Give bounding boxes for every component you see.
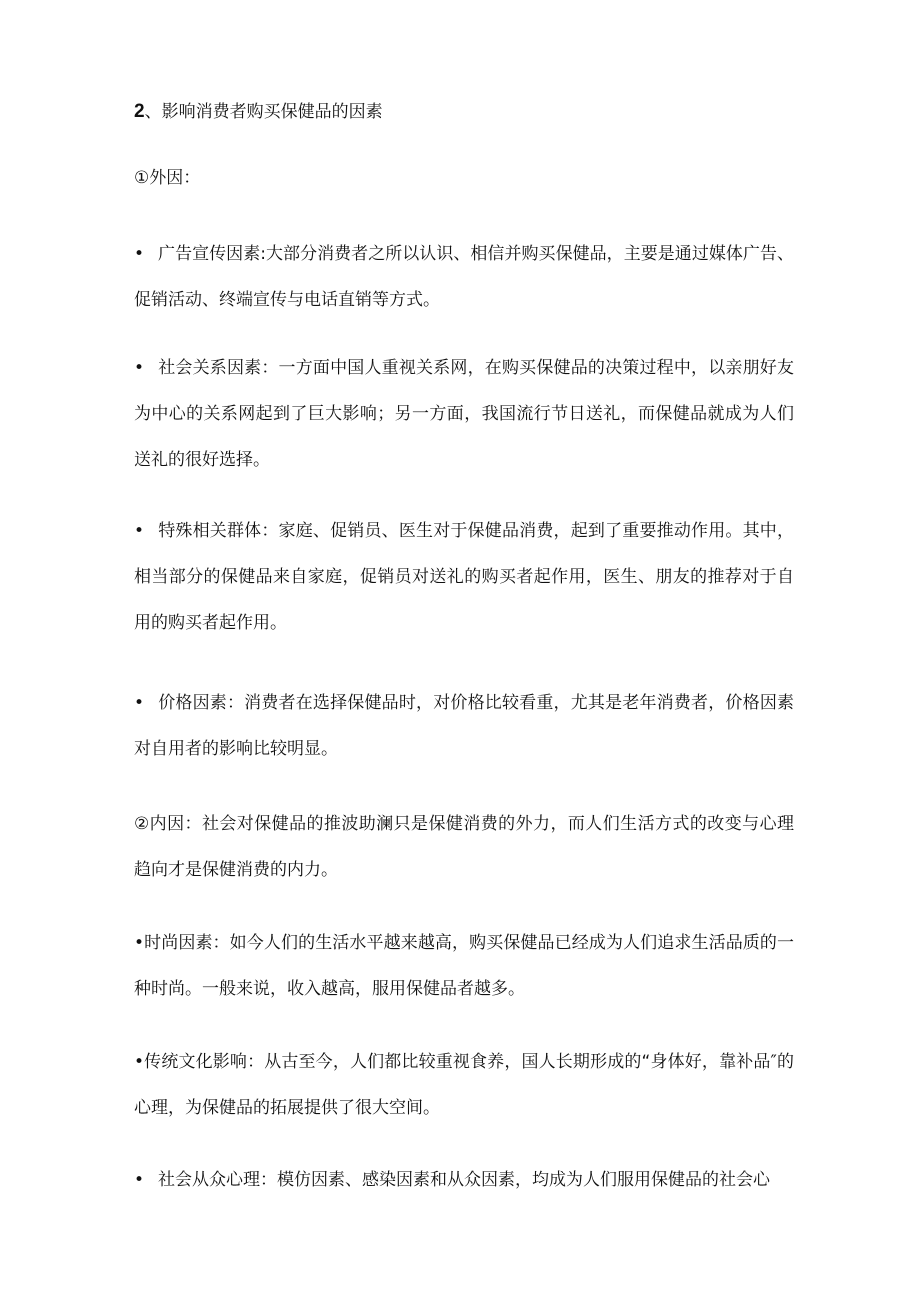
bullet-symbol: •: [134, 521, 145, 541]
item-text: 大部分消费者之所以认识、相信并购买保健品，主要是通过媒体广告、促销活动、终端宣传与电话直销等方式。: [134, 244, 794, 310]
bullet-symbol: •: [134, 1052, 145, 1072]
item-label: 传统文化影响：: [144, 1052, 265, 1072]
item-text: 模仿因素、感染因素和从众因素，均成为人们服用保健品的社会心: [277, 1170, 770, 1190]
item-label: 价格因素：: [158, 693, 245, 713]
paragraph-internal: ②内因：社会对保健品的推波助澜只是保健消费的外力，而人们生活方式的改变与心理趋向才是保健消费的内力。: [134, 814, 794, 880]
paragraph-conformity: [134, 1157, 794, 1203]
bullet-symbol: •: [134, 693, 145, 713]
paragraph-advertising: [134, 231, 794, 323]
section-heading: [134, 97, 383, 127]
item-text: 如今人们的生活水平越来越高，购买保健品已经成为人们追求生活品质的一种时尚。一般来说，收入越高，服用保健品者越多。: [134, 933, 795, 999]
bullet-symbol: •: [134, 358, 145, 378]
bullet-symbol: •: [134, 933, 145, 953]
paragraph-price: [134, 680, 794, 772]
item-label: 广告宣传因素:: [158, 244, 266, 264]
item-text: 家庭、促销员、医生对于保健品消费，起到了重要推动作用。其中，相当部分的保健品来自家庭，促销员对送礼的购买者起作用，医生、朋友的推荐对于自用的购买者起作用。: [134, 521, 795, 633]
item-text: 从古至今，人们都比较重视食养，国人长期形成的“身体好，靠补品″的心理，为保健品的拓展提供了很大空间。: [134, 1052, 795, 1118]
paragraph-special-groups: [134, 508, 794, 646]
paragraph-social-relations: [134, 345, 794, 483]
item-text: 一方面中国人重视关系网，在购买保健品的决策过程中，以亲朋好友为中心的关系网起到了巨大影响；另一方面，我国流行节日送礼，而保健品就成为人们送礼的很好选择。: [134, 358, 795, 470]
item-label: 社会关系因素：: [158, 358, 279, 378]
item-text: 消费者在选择保健品时，对价格比较看重，尤其是老年消费者，价格因素对自用者的影响比较明显。: [134, 693, 795, 759]
section-external-title: ①外因：: [134, 168, 201, 188]
heading-text: 、影响消费者购买保健品的因素: [144, 102, 383, 122]
item-label: 时尚因素：: [144, 933, 230, 953]
bullet-symbol: •: [134, 1170, 145, 1190]
item-label: 特殊相关群体：: [158, 521, 279, 541]
item-label: 社会从众心理：: [158, 1170, 277, 1190]
paragraph-fashion: [134, 920, 794, 1012]
paragraph-traditional-culture: [134, 1039, 794, 1131]
bullet-symbol: •: [134, 244, 145, 264]
heading-number: 2: [134, 101, 145, 122]
